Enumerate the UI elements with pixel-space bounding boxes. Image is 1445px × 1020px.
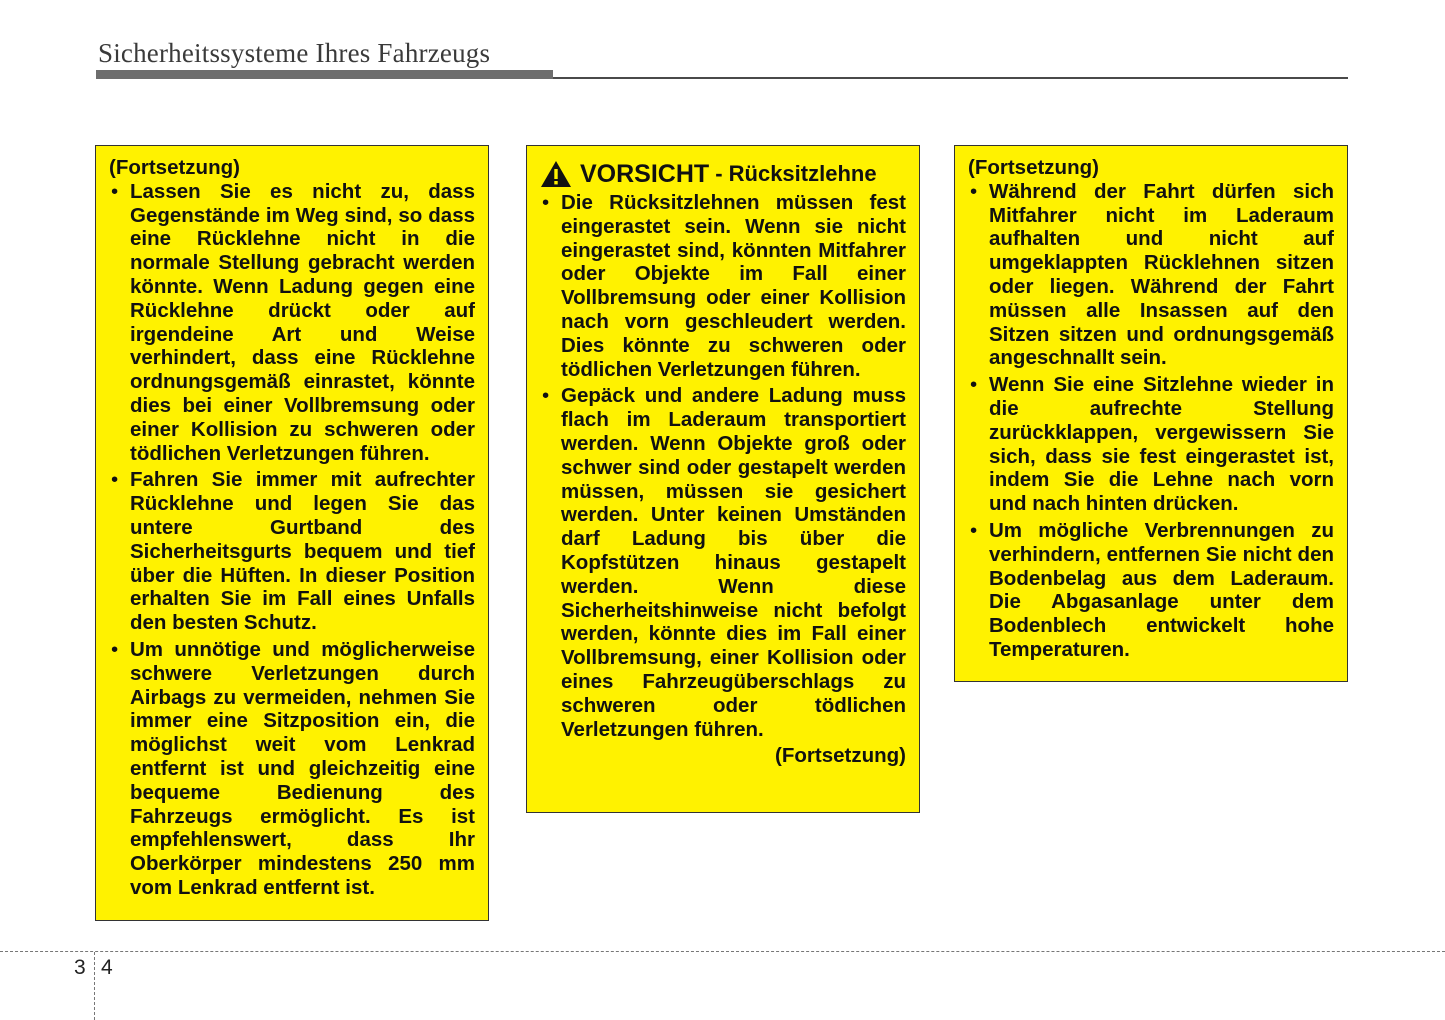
list-item: • Lassen Sie es nicht zu, dass Gegenstände im Weg sind, so dass eine Rücklehne nicht in die normale Stellung gebracht werden könnte. Wenn Ladung gegen eine Rücklehne drückt oder auf irgendeine Art und Weise verhindert, dass eine Rücklehne ordnungsgemäß einrastet, könnte dies bei einer Vollbremsung oder einer Kollision zu schweren oder tödlichen Verletzungen führen.	[109, 180, 475, 466]
warning-label: VORSICHT	[580, 160, 710, 188]
list-item: • Gepäck und andere Ladung muss flach im Laderaum transportiert werden. Wenn Objekte groß oder schwer sind oder gestapelt werden müssen, müssen sie gesichert werden. Unter keinen Umständen darf Ladung bis über die Kopfstützen hinaus gestapelt werden. Wenn diese Sicherheitshinweise nicht befolgt werden, könnte dies im Fall einer Vollbremsung, einer Kollision oder eines Fahrzeugüberschlags zu schweren oder tödlichen Verletzungen führen.	[540, 384, 906, 741]
list-item: • Wenn Sie eine Sitzlehne wieder in die aufrechte Stellung zurückklappen, vergewissern Sie sich, dass sie fest eingerastet ist, indem Sie die Lehne nach vorn und nach hinten drücken.	[968, 373, 1334, 516]
bullet-list	[109, 180, 475, 900]
caution-box-middle	[526, 145, 920, 813]
page-header-title: Sicherheitssysteme Ihres Fahrzeugs	[98, 38, 491, 68]
footer-divider	[0, 951, 1445, 952]
header-rule	[553, 77, 1348, 79]
list-item: • Während der Fahrt dürfen sich Mitfahrer nicht im Laderaum aufhalten und nicht auf umgeklappten Rücklehnen sitzen oder liegen. Während der Fahrt müssen alle Insassen auf den Sitzen sitzen und ordnungsgemäß angeschnallt sein.	[968, 180, 1334, 370]
continuation-label: (Fortsetzung)	[109, 156, 240, 179]
header-accent-bar	[96, 70, 553, 79]
list-item: • Um unnötige und möglicherweise schwere Verletzungen durch Airbags zu vermeiden, nehmen Sie immer eine Sitzposition ein, die möglichst weit vom Lenkrad entfernt ist und gleichzeitig eine bequeme Bedienung des Fahrzeugs ermöglicht. Es ist empfehlenswert, dass Ihr Oberkörper mindestens 250 mm vom Lenkrad entfernt ist.	[109, 638, 475, 900]
warning-subject: - Rücksitzlehne	[715, 161, 877, 186]
list-item: • Fahren Sie immer mit aufrechter Rücklehne und legen Sie das untere Gurtband des Sicherheitsgurts bequem und tief über die Hüften. In dieser Position erhalten Sie im Fall eines Unfalls den besten Schutz.	[109, 468, 475, 635]
footer-page-divider	[94, 952, 95, 1020]
warning-triangle-icon	[540, 160, 572, 188]
continuation-label: (Fortsetzung)	[775, 744, 906, 768]
bullet-list	[540, 191, 906, 741]
chapter-number: 3	[74, 956, 86, 979]
caution-box-left	[95, 145, 489, 921]
list-item: • Um mögliche Verbrennungen zu verhindern, entfernen Sie nicht den Bodenbelag aus dem Laderaum. Die Abgasanlage unter dem Bodenblech entwickelt hohe Temperaturen.	[968, 519, 1334, 662]
caution-box-right	[954, 145, 1348, 682]
continuation-label: (Fortsetzung)	[968, 156, 1099, 179]
warning-heading	[540, 160, 906, 188]
page-number: 4	[101, 956, 113, 979]
bullet-list	[968, 180, 1334, 662]
list-item: • Die Rücksitzlehnen müssen fest eingerastet sein. Wenn sie nicht eingerastet sind, könnten Mitfahrer oder Objekte im Fall einer Vollbremsung oder einer Kollision nach vorn geschleudert werden. Dies könnte zu schweren oder tödlichen Verletzungen führen.	[540, 191, 906, 381]
